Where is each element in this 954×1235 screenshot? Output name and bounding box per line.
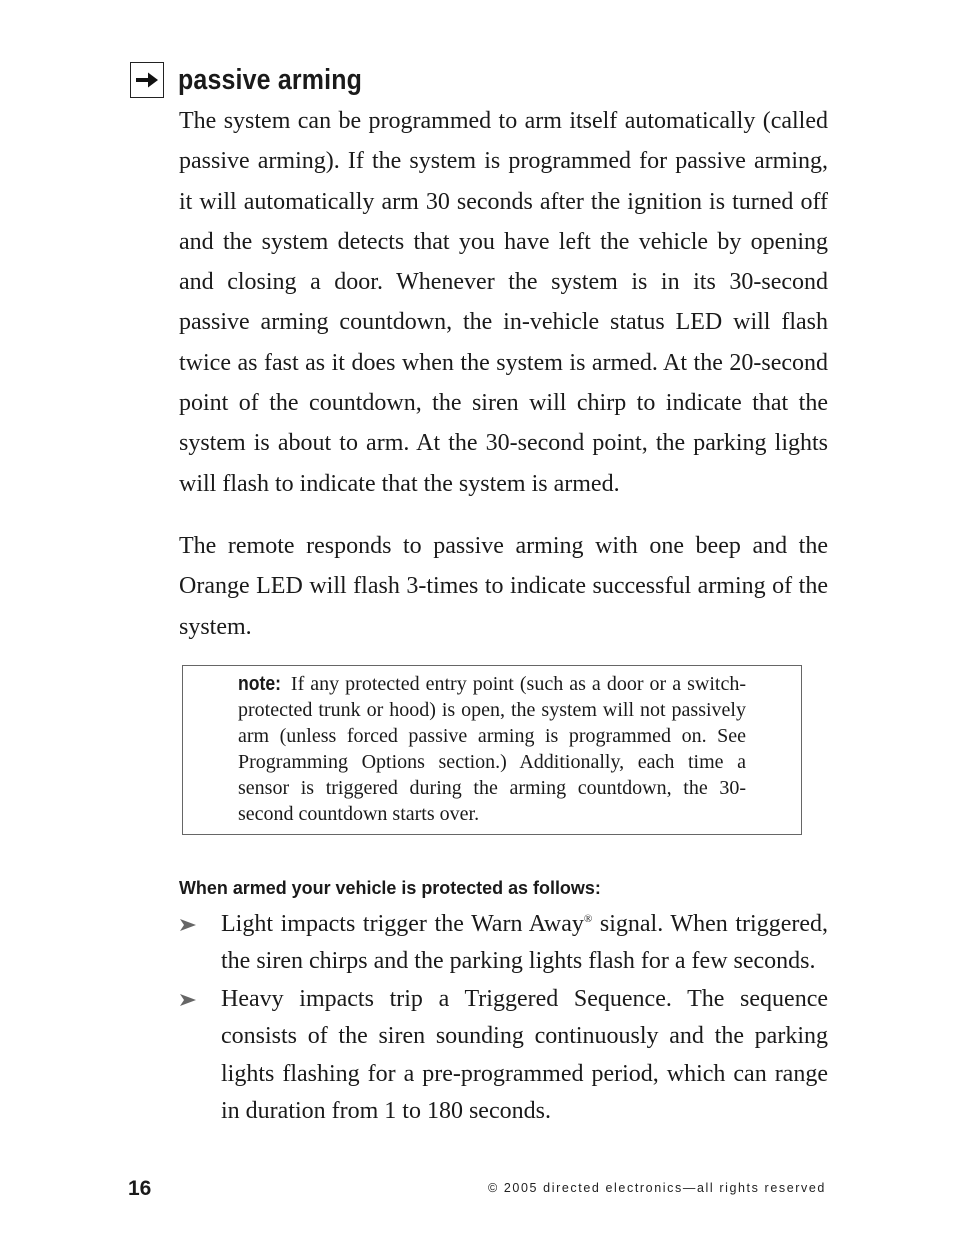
right-arrow-icon	[135, 71, 159, 89]
protection-heading: When armed your vehicle is protected as follows:	[179, 877, 601, 898]
copyright-footer: © 2005 directed electronics—all rights reserved	[487, 1181, 826, 1195]
note-box	[182, 665, 802, 835]
body-paragraph-remote-response: The remote responds to passive arming with one beep and the Orange LED will flash 3-times to indicate successful arming of the system.	[179, 533, 828, 640]
arrowhead-bullet-icon	[179, 906, 203, 943]
list-item-text-start: Light impacts trigger the Warn Away	[221, 911, 584, 937]
note-label: note:	[238, 673, 282, 695]
note-paragraph	[238, 671, 746, 827]
list-item-text	[221, 906, 828, 981]
registered-mark: ®	[583, 913, 593, 925]
section-arrow-icon	[130, 62, 164, 98]
body-paragraph-passive-arming: The system can be programmed to arm itself automatically (called passive arming). If the system is programmed for passive arming, it will automatically arm 30 seconds after the ignition is turned off and the system detects that you have left the vehicle by opening and closing a door. Whenever the system is in its 30-second passive arming countdown, the in-vehicle status LED will flash twice as fast as it does when the system is armed. At the 20-second point of the countdown, the siren will chirp to indicate that the system is about to arm. At the 30-second point, the parking lights will flash to indicate that the system is armed.	[179, 108, 828, 497]
page-number: 16	[128, 1177, 152, 1200]
list-item-text: Heavy impacts trip a Triggered Sequence. The sequence consists of the siren sounding continuously and the parking lights flashing for a pre-programmed period, which can range in duration from 1 to 180 seconds.	[221, 986, 828, 1124]
list-item-heavy-impacts	[179, 981, 829, 1130]
list-item-text-end: signal. When triggered, the siren chirps and the parking lights flash for a few seconds.	[221, 911, 829, 975]
arrowhead-bullet-icon	[179, 981, 203, 1018]
note-text: If any protected entry point (such as a door or a switch-protected trunk or hood) is open, the system will not passively arm (unless forced passive arming is programmed on. See Programming Options section.) Additionally, each time a sensor is triggered during the arming countdown, the 30-second countdown starts over.	[238, 673, 746, 825]
list-item-light-impacts	[179, 906, 829, 981]
section-title: passive arming	[178, 64, 363, 96]
